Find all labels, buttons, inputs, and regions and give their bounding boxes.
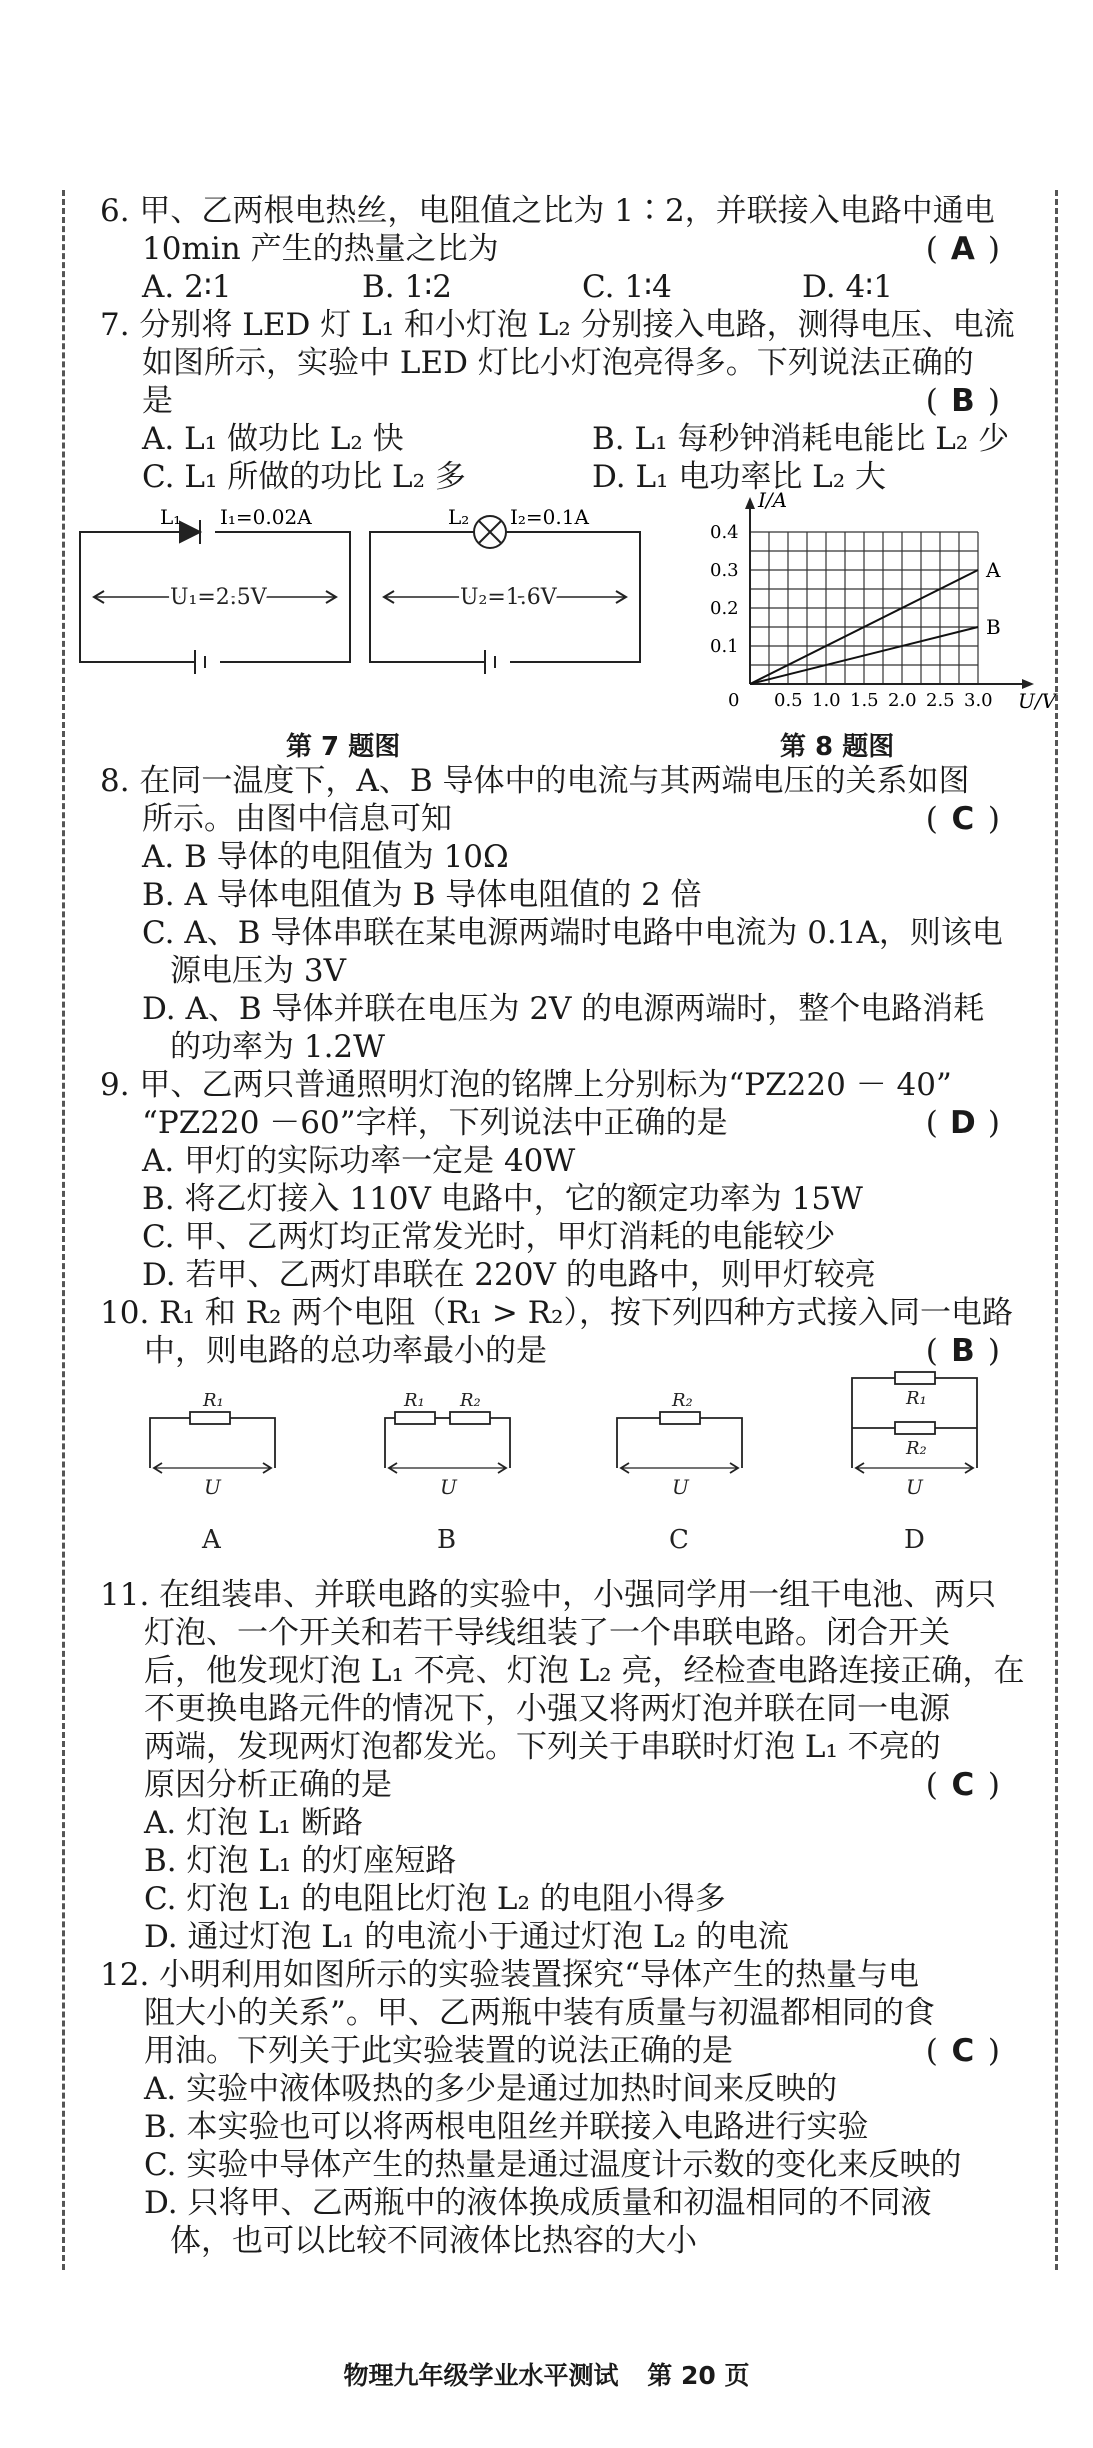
q10c-r2-label: R₂ [672,1390,693,1411]
q6-option-d: D. 4∶1 [802,269,893,305]
q12-option-b: B. 本实验也可以将两根电阻丝并联接入电路进行实验 [144,2109,869,2145]
q8-option-c: C. A、B 导体串联在某电源两端时电路中电流为 0.1A，则该电 [142,915,1003,951]
chart-x-tick-label: 2.5 [926,690,955,711]
q11-stem-line5: 两端，发现两灯泡都发光。下列关于串联时灯泡 L₁ 不亮的 [144,1729,941,1765]
chart-x-axis-arrow [1022,679,1034,689]
q9-answer-letter: D [950,1105,976,1141]
circuit1-voltage: U₁=2.5V [170,585,267,610]
q6-option-a: A. 2∶1 [142,269,232,305]
q7-answer-letter: B [951,383,975,419]
left-margin-dashed-line [62,190,65,2270]
q11-option-a: A. 灯泡 L₁ 断路 [144,1805,363,1841]
q7-option-c: C. L₁ 所做的功比 L₂ 多 [142,459,466,495]
circuit1-lamp-label: L₁ [160,505,182,529]
q11-answer: ( C ) [925,1767,1000,1803]
q6-option-c: C. 1∶4 [582,269,672,305]
q9-answer: ( D ) [925,1105,1000,1141]
q10b-r2-label: R₂ [460,1390,481,1411]
q7-stem-text: 是 [142,383,173,419]
right-margin-dashed-line [1055,190,1058,2270]
q10-fig-letter-d: D [904,1525,925,1555]
chart-x-tick-label: 2.0 [888,690,917,711]
q8-stem-line1: 8. 在同一温度下，A、B 导体中的电流与其两端电压的关系如图 [100,763,970,799]
q7-options-row1 [100,420,1020,458]
q11-answer-letter: C [951,1767,975,1803]
q8-stem-text: 所示。由图中信息可知 [142,801,452,837]
q11-stem-line1: 11. 在组装串、并联电路的实验中，小强同学用一组干电池、两只 [100,1577,997,1613]
q10c-u-label: U [672,1475,689,1499]
q8-iv-chart [700,488,1057,724]
questions-content [100,192,1057,2260]
q12-stem-line3 [100,2032,1020,2070]
q6-stem-line2 [100,230,1020,268]
chart-series-label-B: B [986,615,1001,639]
q10b-r1-label: R₁ [404,1390,425,1411]
q10d-u-label: U [906,1475,923,1499]
q8-option-d: D. A、B 导体并联在电压为 2V 的电源两端时，整个电路消耗 [142,991,985,1027]
q11-option-c: C. 灯泡 L₁ 的电阻比灯泡 L₂ 的电阻小得多 [144,1881,726,1917]
chart-y-axis-label: I/A [758,488,788,512]
q12-answer-letter: C [951,2033,975,2069]
q9-option-c: C. 甲、乙两灯均正常发光时，甲灯消耗的电能较少 [142,1219,836,1255]
q10-fig-letter-c: C [669,1525,689,1555]
footer-title: 物理九年级学业水平测试 [343,2361,619,2390]
q12-stem-line1: 12. 小明利用如图所示的实验装置探究“导体产生的热量与电 [100,1957,919,1993]
q7-q8-figures [100,488,1057,762]
q11-stem-line3: 后，他发现灯泡 L₁ 不亮、灯泡 L₂ 亮，经检查电路连接正确，在 [144,1653,1025,1689]
footer-page-number: 第 20 页 [647,2361,750,2390]
q10-fig-letter-a: A [202,1525,221,1555]
q12-option-d: D. 只将甲、乙两瓶中的液体换成质量和初温相同的不同液 [144,2185,932,2221]
chart-x-tick-label: 1.0 [812,690,841,711]
q6-option-b: B. 1∶2 [362,269,453,305]
q10-stem-line2 [100,1332,1020,1370]
chart-grid [750,532,978,684]
q6-stem-text: 10min 产生的热量之比为 [142,231,499,267]
q9-option-d: D. 若甲、乙两灯串联在 220V 的电路中，则甲灯较亮 [142,1257,876,1293]
q7-stem-line2: 如图所示，实验中 LED 灯比小灯泡亮得多。下列说法正确的 [142,345,974,381]
q9-option-b: B. 将乙灯接入 110V 电路中，它的额定功率为 15W [142,1181,863,1217]
q9-stem-line1: 9. 甲、乙两只普通照明灯泡的铭牌上分别标为“PZ220 － 40” [100,1067,952,1103]
q10d-r2-label: R₂ [906,1438,927,1459]
q12-answer: ( C ) [925,2033,1000,2069]
q10-fig-letter-b: B [437,1525,457,1555]
chart-x-tick-label: 1.5 [850,690,879,711]
chart-labels [710,488,1059,713]
q12-option-d-cont: 体，也可以比较不同液体比热容的大小 [170,2223,697,2259]
q9-option-a: A. 甲灯的实际功率一定是 40W [142,1143,576,1179]
q11-stem-line4: 不更换电路元件的情况下，小强又将两灯泡并联在同一电源 [144,1691,950,1727]
q10d-r1-label: R₁ [906,1388,927,1409]
circuit2-voltage: U₂=1.6V [460,585,557,610]
chart-x-tick-label: 0.5 [774,690,803,711]
q10-stem-text: 中，则电路的总功率最小的是 [144,1333,547,1369]
q6-options [100,268,1020,306]
chart-x-tick-label: 0 [728,690,740,711]
circuit2-lamp-label: L₂ [448,505,470,529]
q11-stem-text: 原因分析正确的是 [144,1767,392,1803]
q6-answer-letter: A [950,231,975,267]
q11-option-b: B. 灯泡 L₁ 的灯座短路 [144,1843,457,1879]
chart-series-label-A: A [986,558,1001,582]
q10-stem-line1: 10. R₁ 和 R₂ 两个电阻（R₁ > R₂），按下列四种方式接入同一电路 [100,1295,1013,1331]
q11-stem-line6 [100,1766,1020,1804]
circuit2-current: I₂=0.1A [510,505,589,529]
chart-y-tick-label: 0.3 [710,560,739,581]
q11-option-d: D. 通过灯泡 L₁ 的电流小于通过灯泡 L₂ 的电流 [144,1919,789,1955]
q6-stem-line1: 6. 甲、乙两根电热丝，电阻值之比为 1∶2，并联接入电路中通电 [100,193,995,229]
chart-y-axis-arrow [745,497,755,509]
q9-stem-line2 [100,1104,1020,1142]
chart-x-tick-label: 3.0 [964,690,993,711]
q10-circuit-diagrams [100,1368,1020,1568]
q8-figure-caption: 第 8 题图 [780,732,895,762]
q10a-r1-label: R₁ [203,1390,224,1411]
chart-x-axis-label: U/V [1018,689,1057,713]
q7-figure-caption: 第 7 题图 [286,732,401,762]
q7-option-b: B. L₁ 每秒钟消耗电能比 L₂ 少 [592,421,1010,457]
q8-option-a: A. B 导体的电阻值为 10Ω [142,839,509,875]
q8-answer-letter: C [951,801,975,837]
q8-option-d-cont: 的功率为 1.2W [170,1029,386,1065]
chart-y-tick-label: 0.4 [710,522,739,543]
q7-answer: ( B ) [925,383,1000,419]
circuit1-current: I₁=0.02A [220,505,312,529]
q12-stem-text: 用油。下列关于此实验装置的说法正确的是 [144,2033,733,2069]
q7-option-d: D. L₁ 电功率比 L₂ 大 [592,459,887,495]
chart-y-tick-label: 0.2 [710,598,739,619]
q10a-u-label: U [204,1475,221,1499]
q6-answer: ( A ) [925,231,1000,267]
q10b-u-label: U [440,1475,457,1499]
q9-stem-text: “PZ220 －60”字样，下列说法中正确的是 [142,1105,728,1141]
q12-option-a: A. 实验中液体吸热的多少是通过加热时间来反映的 [144,2071,838,2107]
q7-stem-line1: 7. 分别将 LED 灯 L₁ 和小灯泡 L₂ 分别接入电路，测得电压、电流 [100,307,1015,343]
q10-figures [100,1376,1020,1576]
q8-option-b: B. A 导体电阻值为 B 导体电阻值的 2 倍 [142,877,702,913]
q12-stem-line2: 阻大小的关系”。甲、乙两瓶中装有质量与初温都相同的食 [144,1995,935,2031]
q8-stem-line2 [100,800,1020,838]
chart-y-tick-label: 0.1 [710,636,739,657]
q8-option-c-cont: 源电压为 3V [170,953,346,989]
q10-answer: ( B ) [925,1333,1000,1369]
q7-stem-line3 [100,382,1020,420]
q7-option-a: A. L₁ 做功比 L₂ 快 [142,421,404,457]
q7-options-row2 [100,458,1020,496]
q12-option-c: C. 实验中导体产生的热量是通过温度计示数的变化来反映的 [144,2147,962,2183]
q8-answer: ( C ) [925,801,1000,837]
page-footer [0,2356,1093,2392]
q11-stem-line2: 灯泡、一个开关和若干导线组装了一个串联电路。闭合开关 [144,1615,950,1651]
q10-answer-letter: B [951,1333,975,1369]
